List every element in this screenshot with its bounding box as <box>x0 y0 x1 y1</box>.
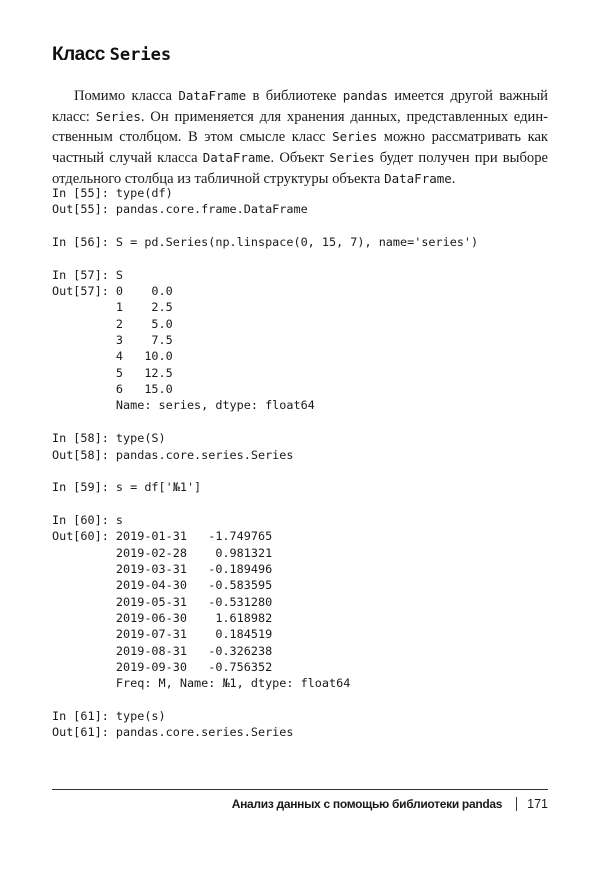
paragraph-text: . <box>451 170 456 187</box>
paragraph-text: класс: <box>52 108 96 125</box>
code-line: Out[58]: pandas.core.series.Series <box>52 447 294 462</box>
code-listing <box>52 185 572 741</box>
inline-code: pandas <box>342 88 388 103</box>
paragraph-line <box>52 86 548 107</box>
inline-code: Series <box>332 129 378 145</box>
code-line: 2019-06-30 1.618982 <box>52 610 273 625</box>
paragraph-text: . Он применяется для хранения данных, представленных един- <box>140 108 548 125</box>
paragraph-text: можно рассматривать как <box>377 129 549 146</box>
code-line: In [56]: S = pd.Series(np.linspace(0, 15, 7), name='series') <box>52 235 479 250</box>
paragraph-text: будет получен при выборе <box>374 150 548 167</box>
code-line: In [59]: s = df['№1'] <box>52 480 202 495</box>
code-line: 2 5.0 <box>52 316 173 331</box>
heading-code: Series <box>109 45 172 65</box>
heading-prefix: Класс <box>52 44 105 65</box>
code-line: 2019-02-28 0.981321 <box>52 545 273 560</box>
inline-code: DataFrame <box>178 88 247 103</box>
paragraph-text: Помимо класса <box>74 88 179 104</box>
code-line: Name: series, dtype: float64 <box>52 398 315 413</box>
body-paragraph <box>52 86 548 190</box>
code-line: 4 10.0 <box>52 349 173 364</box>
code-line: Out[55]: pandas.core.frame.DataFrame <box>52 202 308 217</box>
code-line: 2019-04-30 -0.583595 <box>52 578 273 593</box>
code-line: In [60]: s <box>52 512 124 527</box>
code-line: 2019-09-30 -0.756352 <box>52 659 273 674</box>
paragraph-text: имеется другой важный <box>387 88 548 104</box>
paragraph-line <box>52 127 548 148</box>
code-line <box>52 250 572 266</box>
code-line: Out[60]: 2019-01-31 -1.749765 <box>52 529 273 544</box>
code-line: 1 2.5 <box>52 300 173 315</box>
inline-code: DataFrame <box>202 150 271 166</box>
code-line: Out[61]: pandas.core.series.Series <box>52 725 294 740</box>
paragraph-text: отдельного столбца из табличной структуры объекта <box>52 170 385 187</box>
paragraph-line <box>52 148 548 169</box>
code-line: In [57]: S <box>52 267 124 282</box>
code-line: Out[57]: 0 0.0 <box>52 284 173 299</box>
inline-code: Series <box>95 108 141 124</box>
inline-code: Series <box>329 150 375 166</box>
page-footer <box>232 797 548 811</box>
running-title: Анализ данных с помощью библиотеки pandas <box>231 797 503 811</box>
code-line <box>52 218 572 234</box>
code-line: 2019-05-31 -0.531280 <box>52 594 273 609</box>
footer-rule <box>52 789 548 790</box>
code-line: In [61]: type(s) <box>52 709 166 723</box>
code-line: Freq: M, Name: №1, dtype: float64 <box>52 676 351 691</box>
paragraph-text: частный случай класса <box>52 150 203 167</box>
paragraph-line <box>52 107 548 128</box>
code-line: 3 7.5 <box>52 333 173 348</box>
code-line: In [58]: type(S) <box>52 431 166 446</box>
code-line <box>52 496 572 512</box>
inline-code: DataFrame <box>384 170 452 186</box>
code-line: In [55]: type(df) <box>52 186 173 200</box>
code-line: 6 15.0 <box>52 382 173 397</box>
paragraph-text: . Объект <box>270 150 330 167</box>
page-number: 171 <box>527 797 548 811</box>
code-line: 2019-03-31 -0.189496 <box>52 561 273 576</box>
code-line <box>52 463 572 479</box>
code-line <box>52 414 572 430</box>
footer-separator <box>516 797 517 811</box>
code-line: 5 12.5 <box>52 365 173 380</box>
code-line <box>52 692 572 708</box>
paragraph-text: ственным столбцом. В этом смысле класс <box>52 129 333 146</box>
section-heading <box>52 44 171 66</box>
paragraph-text: в библиотеке <box>246 88 343 104</box>
code-line: 2019-07-31 0.184519 <box>52 627 273 642</box>
code-line: 2019-08-31 -0.326238 <box>52 643 273 658</box>
